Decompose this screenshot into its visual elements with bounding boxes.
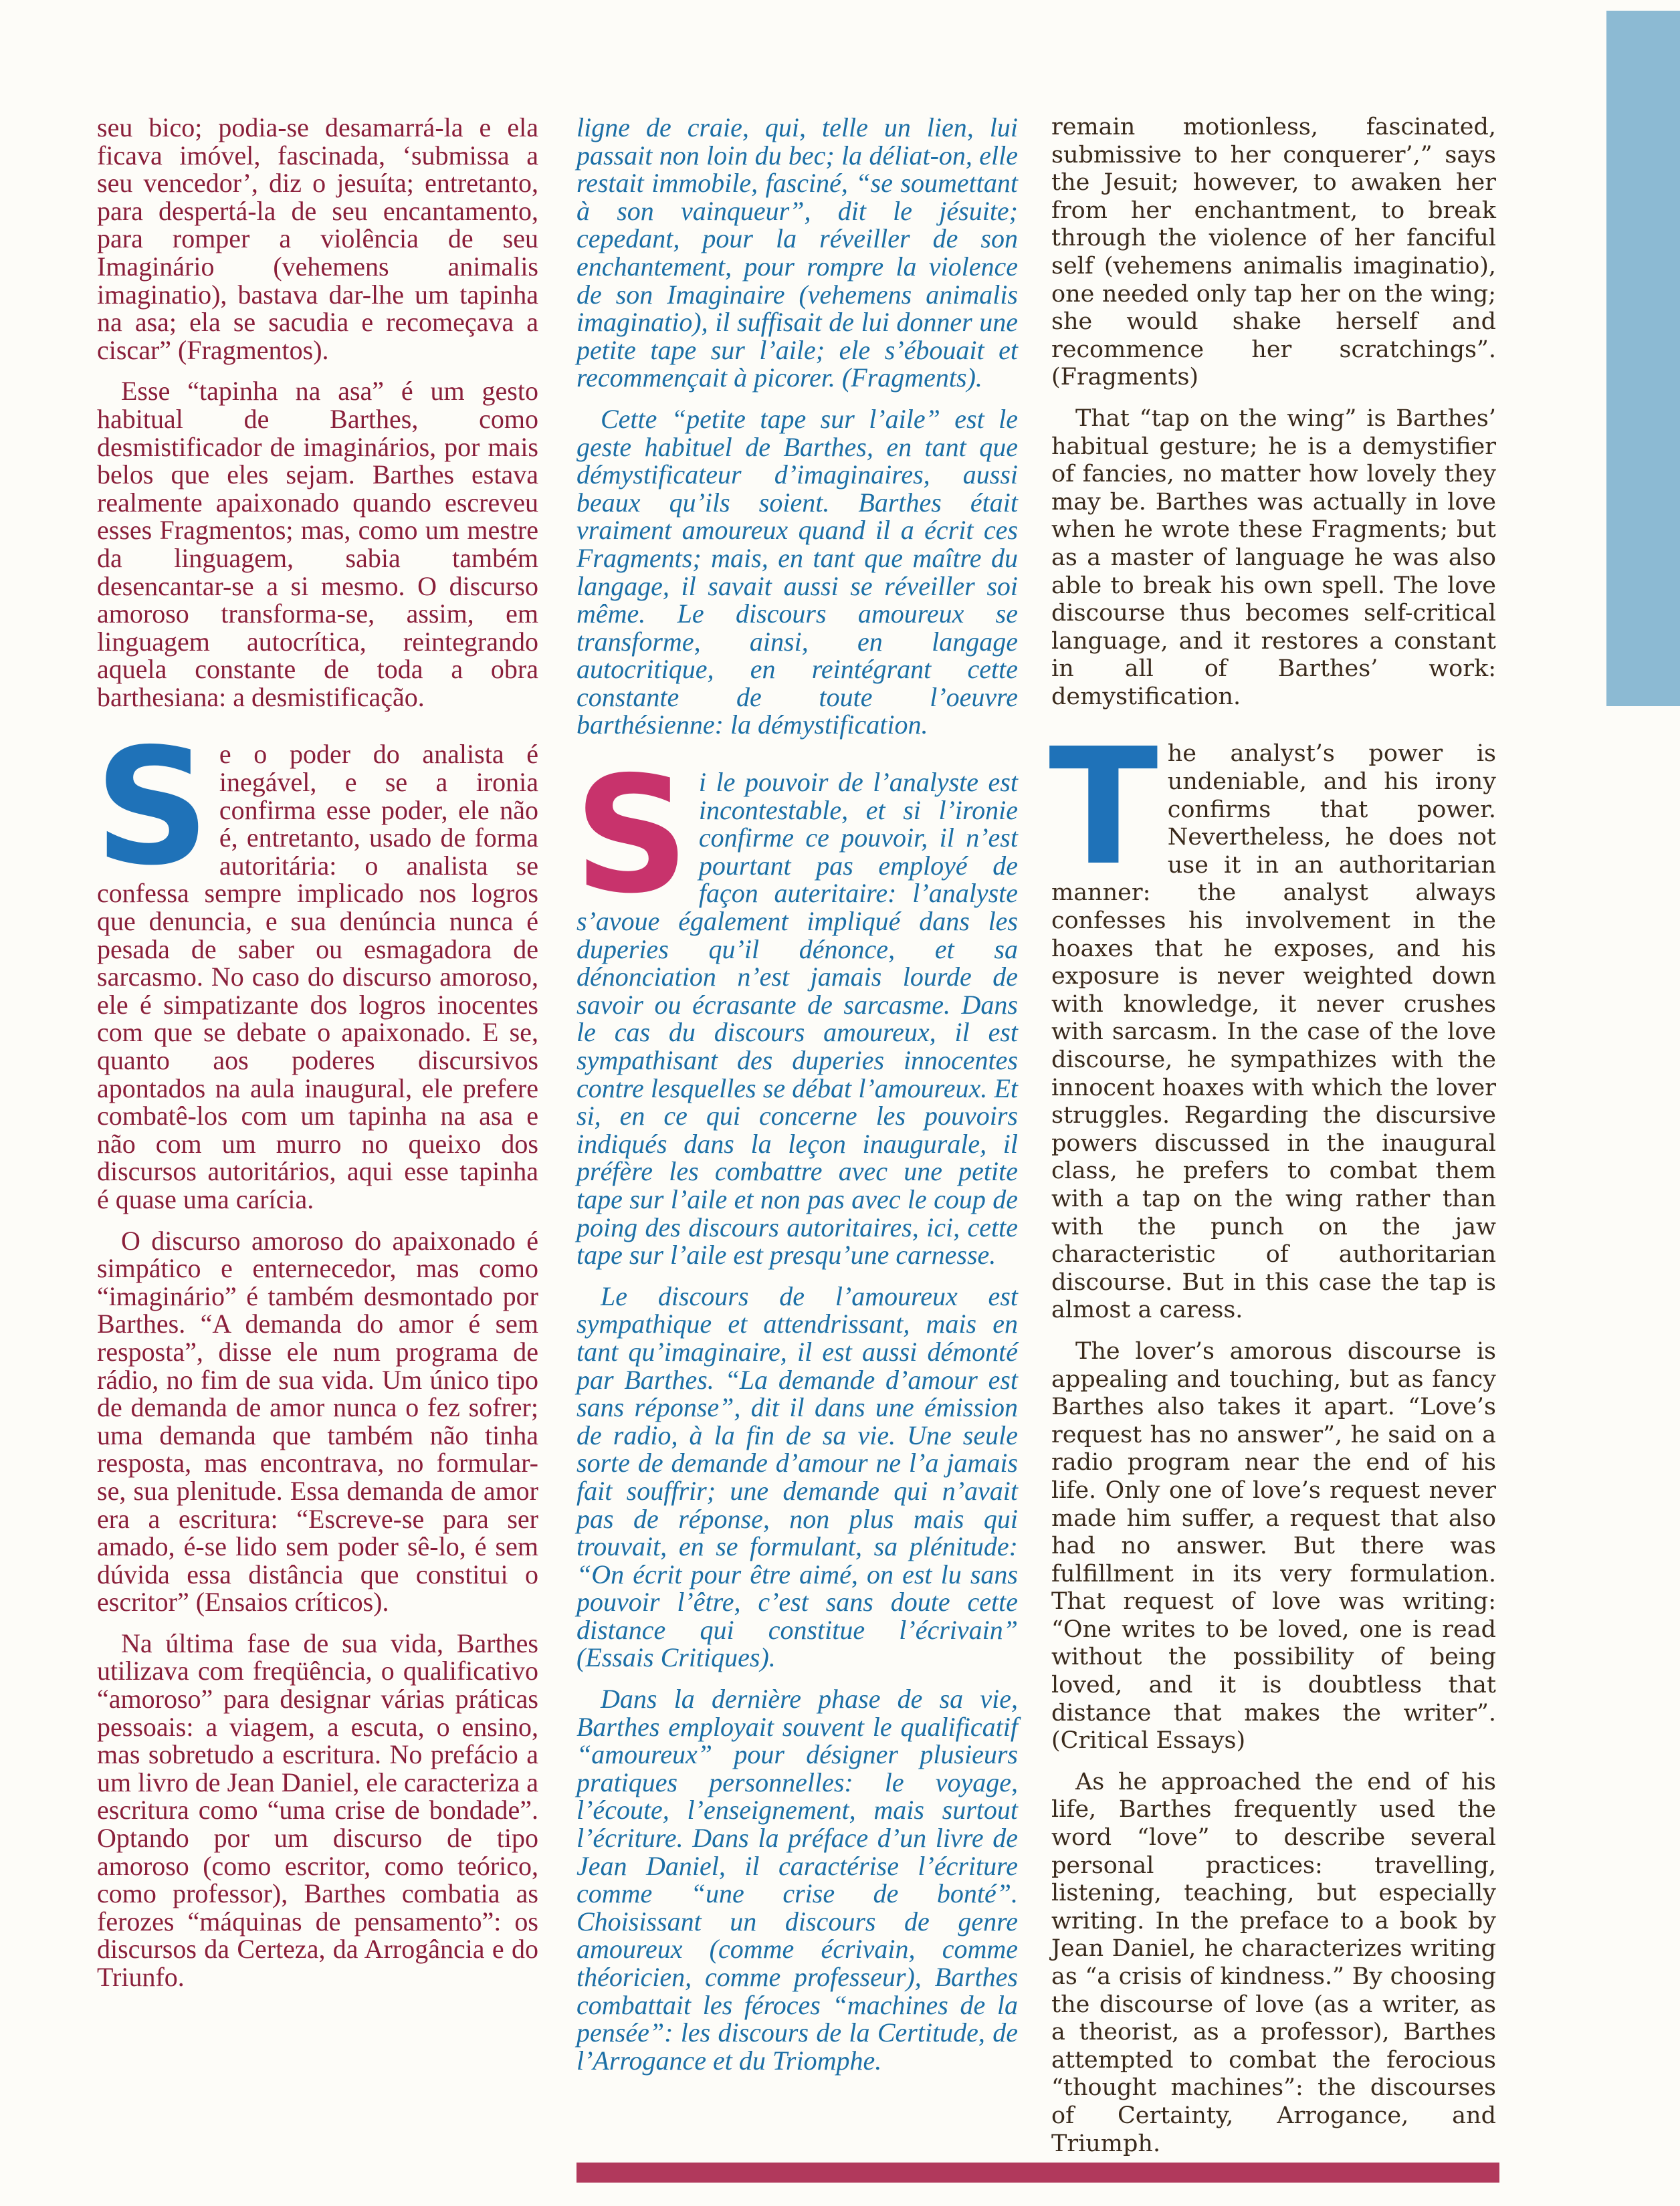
en-paragraph-4: The lover’s amorous discourse is appealing and touching, but as fancy Barthes also takes it apart. “Love’s request has no answer”, he said on a radio program near the end of his life. Only one of love’s request never made him suffer, a request that also had no answer. But there was fulfillment in its very formulation. That request of love was writing: “One writes to be loved, one is read without the possibility of being loved, and it is doubtless that distance that makes the writer”. (Critical Essays): [1051, 1337, 1496, 1755]
en-paragraph-1: remain motionless, fascinated, submissive to her conquerer’,” says the Jesuit; however, to awaken her from her enchantment, to break through the violence of her fanciful self (vehemens animalis imaginatio), one needed only tap her on the wing; she would shake herself and recommence her scratchings”. (Fragments): [1051, 114, 1496, 391]
drop-cap: S: [94, 713, 210, 901]
pt-paragraph-3-text: e o poder do analista é inegável, e se a ironia confirma esse poder, ele não é, entretanto, usado de forma autoritária: o analista se confessa sempre implicado nos logros que denuncia, e sua denúncia nunca é pesada de saber ou esmagadora de sarcasmo. No caso do discurso amoroso, ele é simpatizante dos logros inocentes com que se debate o apaixonado. E se, quanto aos poderes discursivos apontados na aula inaugural, ele prefere combatê-los com um tapinha na asa e não com um murro no queixo dos discursos autoritários, aqui esse tapinha é quase uma carícia.: [97, 739, 538, 1214]
fr-paragraph-5: Dans la dernière phase de sa vie, Barthes employait souvent le qualificatif “amoureux” pour désigner plusieurs pratiques personnelles: le voyage, l’écoute, l’enseignement, mais surtout l’écriture. Dans la préface d’un livre de Jean Daniel, il caractérise l’écriture comme “une crise de bonté”. Choisissant un discours de genre amoureux (comme écrivain, comme théoricien, comme professeur), Barthes combattait les féroces “machines de la pensée”: les discours de la Certitude, de l’Arrogance et du Triomphe.: [576, 1684, 1018, 2076]
en-paragraph-3: [1049, 713, 1496, 1324]
pt-paragraph-3: [94, 713, 538, 1214]
en-paragraph-3-text: he analyst’s power is undeniable, and his irony confirms that power. Nevertheless, he does not use it in an authoritarian manner: the analyst always confesses his involvement in the hoaxes that he exposes, and his exposure is never weighted down with knowledge, it never crushes with sarcasm. In the case of the love discourse, he sympathizes with the innocent hoaxes with which the lover struggles. Regarding the discursive powers discussed in the inaugural class, he prefers to combat them with a tap on the wing rather than with the punch on the jaw characteristic of authoritarian discourse. But in this case the tap is almost a caress.: [1051, 740, 1496, 1324]
pt-paragraph-5: Na última fase de sua vida, Barthes utilizava com freqüência, o qualificativo “amoroso” para designar várias práticas pessoais: a viagem, a escuta, o ensino, mas sobretudo a escritura. No prefácio a um livro de Jean Daniel, ele caracteriza a escritura como “uma crise de bondade”. Optando por um discurso de tipo amoroso (como escritor, como teórico, como professor), Barthes combatia as ferozes “máquinas de pensamento”: os discursos da Certeza, da Arrogância e do Triunfo.: [97, 1628, 538, 1992]
drop-cap: S: [574, 742, 690, 929]
pt-paragraph-1: seu bico; podia-se desamarrá-la e ela ficava imóvel, fascinada, ‘submissa a seu vencedor’, diz o jesuíta; entretanto, para despertá-la de seu encantamento, para romper a violência de seu Imaginário (vehemens animalis imaginatio), bastava dar-lhe um tapinha na asa; ela se sacudia e recomeçava a ciscar” (Fragmentos).: [97, 112, 538, 365]
pt-paragraph-4: O discurso amoroso do apaixonado é simpático e enternecedor, mas como “imaginário” é também desmontado por Barthes. “A demanda do amor é sem resposta”, disse ele num programa de rádio, no fim de sua vida. Um único tipo de demanda de amor nunca o fez sofrer; uma demanda que também não tinha resposta, mas encontrava, no formular-se, sua plenitude. Essa demanda de amor era a escritura: “Escreve-se para ser amado, é-se lido sem poder sê-lo, é sem dúvida essa distância que constitui o escritor” (Ensaios críticos).: [97, 1225, 538, 1618]
english-column: [1049, 114, 1496, 2157]
fr-paragraph-1: ligne de craie, qui, telle un lien, lui passait non loin du bec; la déliat-on, elle restait immobile, fasciné, “se soumettant à son vainqueur”, dit le jésuite; cepedant, pour la réveiller de son enchantement, pour rompre la violence de son Imaginaire (vehemens animalis imaginatio), il suffisait de lui donner une petite tape sur l’aile; ele s’ébouait et recommençait à picorer. (Fragments).: [576, 112, 1018, 393]
fr-paragraph-4: Le discours de l’amoureux est sympathique et attendrissant, mais en tant qu’imaginaire, il est aussi démonté par Barthes. “La demande d’amour est sans réponse”, dit il dans une émission de radio, à la fin de sa vie. Une seule sorte de demande d’amour ne l’a jamais fait souffrir; une demande qui n’avait pas de réponse, non plus mais qui trouvait, en se formulant, sa plénitude: “On écrit pour être aimé, on est lu sans pouvoir l’être, c’est sans doute cette distance qui constitue l’écrivain” (Essais Critiques).: [576, 1281, 1018, 1673]
portuguese-column: [94, 112, 538, 2093]
en-paragraph-5: As he approached the end of his life, Barthes frequently used the word “love” to describe several personal practices: travelling, listening, teaching, but especially writing. In the preface to a book by Jean Daniel, he characterizes writing as “a crisis of kindness.” By choosing the discourse of love (as a writer, as a theorist, as a professor), Barthes attempted to combat the ferocious “thought machines”: the discourses of Certainty, Arrogance, and Triumph.: [1051, 1768, 1496, 2157]
decorative-blue-bar: [1606, 11, 1680, 706]
french-column: [576, 114, 1018, 2093]
pt-paragraph-2: Esse “tapinha na asa” é um gesto habitual de Barthes, como desmistificador de imaginários, por mais belos que eles sejam. Barthes estava realmente apaixonado quando escreveu esses Fragmentos; mas, como um mestre da linguagem, sabia também desencantar-se a si mesmo. O discurso amoroso transforma-se, assim, em linguagem autocrítica, reintegrando aquela constante de toda a obra barthesiana: a desmistificação.: [97, 376, 538, 712]
fr-paragraph-3: [574, 742, 1018, 1271]
fr-paragraph-3-text: i le pouvoir de l’analyste est incontestable, et si l’ironie confirme ce pouvoir, il n’est pourtant pas employé de façon auteritaire: l’analyste s’avoue également impliqué dans les duperies qu’il dénonce, et sa dénonciation n’est jamais lourde de savoir ou écrasante de sarcasme. Dans le cas du discours amoureux, il est sympathisant des duperies innocentes contre lesquelles se débat l’amoureux. Et si, en ce qui concerne les pouvoirs indiqués dans la leçon inaugurale, il préfère les combattre avec une petite tape sur l’aile et non pas avec le coup de poing des discours autoritaires, ici, cette tape sur l’aile est presqu’une carnesse.: [576, 767, 1018, 1271]
drop-cap: T: [1049, 713, 1158, 901]
fr-paragraph-2: Cette “petite tape sur l’aile” est le geste habituel de Barthes, en tant que démystificateur d’imaginaires, aussi beaux qu’ils soient. Barthes était vraiment amoureux quand il a écrit ces Fragments; mais, en tant que maître du langage, il savait aussi se réveiller soi même. Le discours amoureux se transforme, ainsi, en langage autocritique, en reintégrant cette constante de toute l’oeuvre barthésienne: la démystification.: [576, 403, 1018, 740]
decorative-footer-bar: [576, 2163, 1499, 2183]
en-paragraph-2: That “tap on the wing” is Barthes’ habitual gesture; he is a demystifier of fancies, no matter how lovely they may be. Barthes was actually in love when he wrote these Fragments; but as a master of language he was also able to break his own spell. The love discourse thus becomes self-critical language, and it restores a constant in all of Barthes’ work: demystification.: [1051, 405, 1496, 710]
